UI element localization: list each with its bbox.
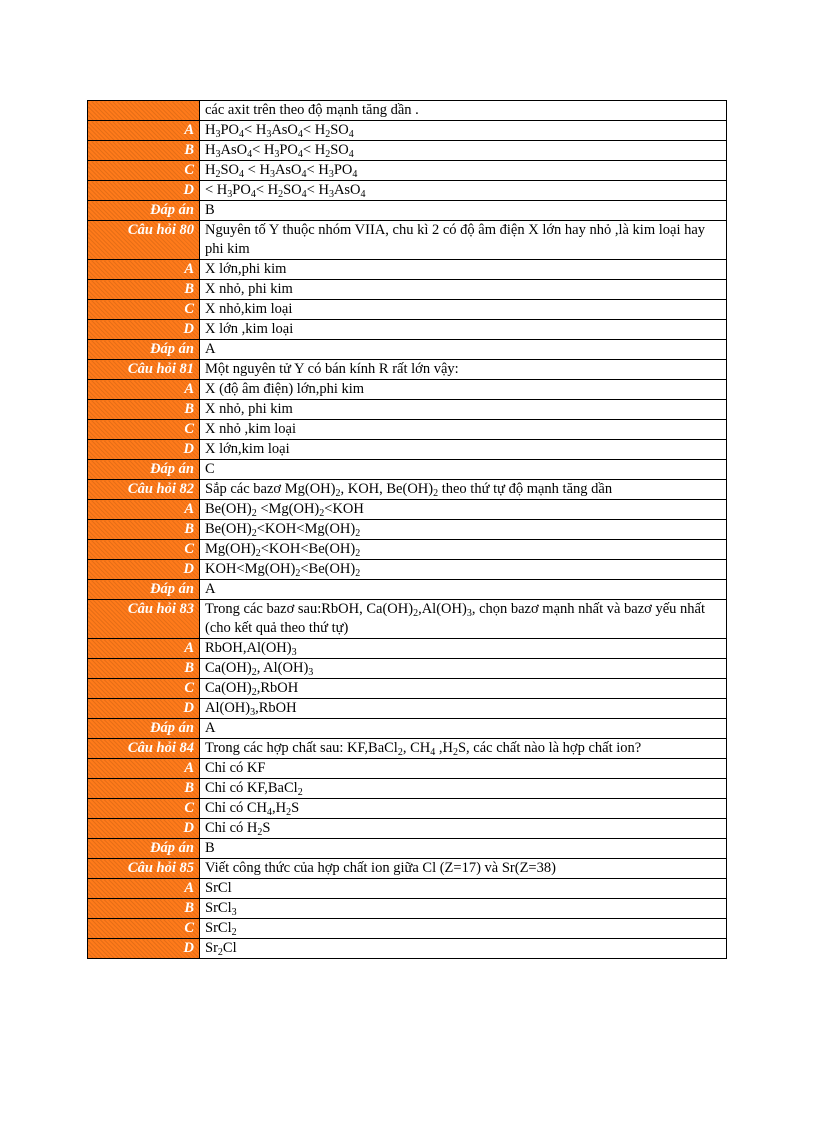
table-row (88, 480, 727, 500)
row-text: Nguyên tố Y thuộc nhóm VIIA, chu kì 2 có độ âm điện X lớn hay nhỏ ,là kim loại hay phi kim (200, 221, 727, 260)
table-row (88, 380, 727, 400)
row-text: SrCl$_2$ (200, 919, 727, 939)
row-text: X (độ âm điện) lớn,phi kim (200, 380, 727, 400)
table-row (88, 260, 727, 280)
table-row (88, 520, 727, 540)
table-row (88, 759, 727, 779)
row-label: D (88, 560, 200, 580)
table-row (88, 280, 727, 300)
row-label: Đáp án (88, 340, 200, 360)
row-label: B (88, 141, 200, 161)
row-label: B (88, 400, 200, 420)
row-label: B (88, 280, 200, 300)
row-text: Viết công thức của hợp chất ion giữa Cl (Z=17) và Sr(Z=38) (200, 859, 727, 879)
row-label: Câu hỏi 81 (88, 360, 200, 380)
row-label: A (88, 879, 200, 899)
table-row (88, 300, 727, 320)
row-label: Đáp án (88, 580, 200, 600)
table-row (88, 440, 727, 460)
row-label: Câu hỏi 83 (88, 600, 200, 639)
row-text: $H_3AsO_4< H_3PO_4< H_2SO_4$ (200, 141, 727, 161)
table-row (88, 679, 727, 699)
table-row (88, 400, 727, 420)
row-text: $RbOH,Al(OH)_3$ (200, 639, 727, 659)
row-label: C (88, 161, 200, 181)
row-text: X lớn ,kim loại (200, 320, 727, 340)
row-text: A (200, 719, 727, 739)
row-label: Đáp án (88, 839, 200, 859)
table-row (88, 141, 727, 161)
row-text: Một nguyên tử Y có bán kính R rất lớn vậy: (200, 360, 727, 380)
row-text: X nhỏ, phi kim (200, 400, 727, 420)
table-row (88, 919, 727, 939)
row-label: C (88, 300, 200, 320)
table-row (88, 799, 727, 819)
table-row (88, 939, 727, 959)
row-label: D (88, 181, 200, 201)
row-label (88, 101, 200, 121)
row-label: A (88, 639, 200, 659)
row-label: Đáp án (88, 201, 200, 221)
table-row (88, 500, 727, 520)
row-text: X nhỏ,kim loại (200, 300, 727, 320)
table-row (88, 320, 727, 340)
row-text: các axit trên theo độ mạnh tăng dần . (200, 101, 727, 121)
table-row (88, 101, 727, 121)
row-label: A (88, 380, 200, 400)
row-text: $Al(OH)_3,RbOH$ (200, 699, 727, 719)
row-label: B (88, 520, 200, 540)
row-text: Chỉ có $CH_4,H_2S$ (200, 799, 727, 819)
table-row (88, 600, 727, 639)
row-label: D (88, 320, 200, 340)
table-row (88, 201, 727, 221)
row-text: $H_3PO_4< H_3AsO_4< H_2SO_4$ (200, 121, 727, 141)
row-text: $Sr_2Cl$ (200, 939, 727, 959)
row-text: Trong các bazơ sau:RbOH, $Ca(OH)_2,Al(OH)_3$, chọn bazơ mạnh nhất và bazơ yếu nhất (cho kết quả theo thứ tự) (200, 600, 727, 639)
row-text: X lớn,kim loại (200, 440, 727, 460)
row-label: A (88, 759, 200, 779)
row-text: Chỉ có KF,BaCl$_2$ (200, 779, 727, 799)
row-text: B (200, 201, 727, 221)
row-text: X nhỏ, phi kim (200, 280, 727, 300)
row-text: Sắp các bazơ $Mg(OH)_2$, KOH, $Be(OH)_2$ theo thứ tự độ mạnh tăng dần (200, 480, 727, 500)
row-label: B (88, 779, 200, 799)
row-text: Chỉ có KF (200, 759, 727, 779)
table-row (88, 580, 727, 600)
row-text: A (200, 340, 727, 360)
row-text: $H_2SO_4 < H_3AsO_4< H_3PO_4$ (200, 161, 727, 181)
row-text: C (200, 460, 727, 480)
table-row (88, 340, 727, 360)
row-label: D (88, 819, 200, 839)
table-row (88, 719, 727, 739)
row-label: B (88, 659, 200, 679)
table-row (88, 181, 727, 201)
row-text: $KOH<Mg(OH)_2<Be(OH)_2$ (200, 560, 727, 580)
table-row (88, 819, 727, 839)
row-text: A (200, 580, 727, 600)
table-row (88, 699, 727, 719)
row-label: D (88, 939, 200, 959)
table-row (88, 739, 727, 759)
row-label: Câu hỏi 84 (88, 739, 200, 759)
table-row (88, 859, 727, 879)
row-text: X nhỏ ,kim loại (200, 420, 727, 440)
table-row (88, 360, 727, 380)
table-row (88, 221, 727, 260)
row-text: $Ca(OH)_2$, $Al(OH)_3$ (200, 659, 727, 679)
row-label: A (88, 121, 200, 141)
table-row (88, 839, 727, 859)
quiz-table-body (88, 101, 727, 959)
table-row (88, 161, 727, 181)
table-row (88, 899, 727, 919)
row-text: Trong các hợp chất sau: KF,BaCl$_2$, $CH_4$ $,H_2S$, các chất nào là hợp chất ion? (200, 739, 727, 759)
row-label: A (88, 260, 200, 280)
row-text: $Be(OH)_2<KOH<Mg(OH)_2$ (200, 520, 727, 540)
table-row (88, 879, 727, 899)
row-label: B (88, 899, 200, 919)
row-label: C (88, 420, 200, 440)
row-text: < $H_3PO_4< H_2SO_4< H_3AsO_4$ (200, 181, 727, 201)
row-label: A (88, 500, 200, 520)
row-label: Câu hỏi 80 (88, 221, 200, 260)
table-row (88, 659, 727, 679)
row-text: $Mg(OH)_2<KOH<Be(OH)_2$ (200, 540, 727, 560)
table-row (88, 121, 727, 141)
row-label: Câu hỏi 85 (88, 859, 200, 879)
row-label: Đáp án (88, 460, 200, 480)
row-label: C (88, 679, 200, 699)
row-label: Câu hỏi 82 (88, 480, 200, 500)
row-label: C (88, 919, 200, 939)
table-row (88, 460, 727, 480)
row-label: Đáp án (88, 719, 200, 739)
row-text: Chỉ có $H_2S$ (200, 819, 727, 839)
row-label: D (88, 699, 200, 719)
row-text: SrCl$_3$ (200, 899, 727, 919)
table-row (88, 420, 727, 440)
row-text: SrCl (200, 879, 727, 899)
row-text: $Ca(OH)_2,RbOH$ (200, 679, 727, 699)
quiz-table (87, 100, 727, 959)
row-label: C (88, 540, 200, 560)
row-text: B (200, 839, 727, 859)
row-text: $Be(OH)_2 <Mg(OH)_2<KOH$ (200, 500, 727, 520)
table-row (88, 639, 727, 659)
row-text: X lớn,phi kim (200, 260, 727, 280)
row-label: D (88, 440, 200, 460)
table-row (88, 540, 727, 560)
table-row (88, 779, 727, 799)
table-row (88, 560, 727, 580)
row-label: C (88, 799, 200, 819)
